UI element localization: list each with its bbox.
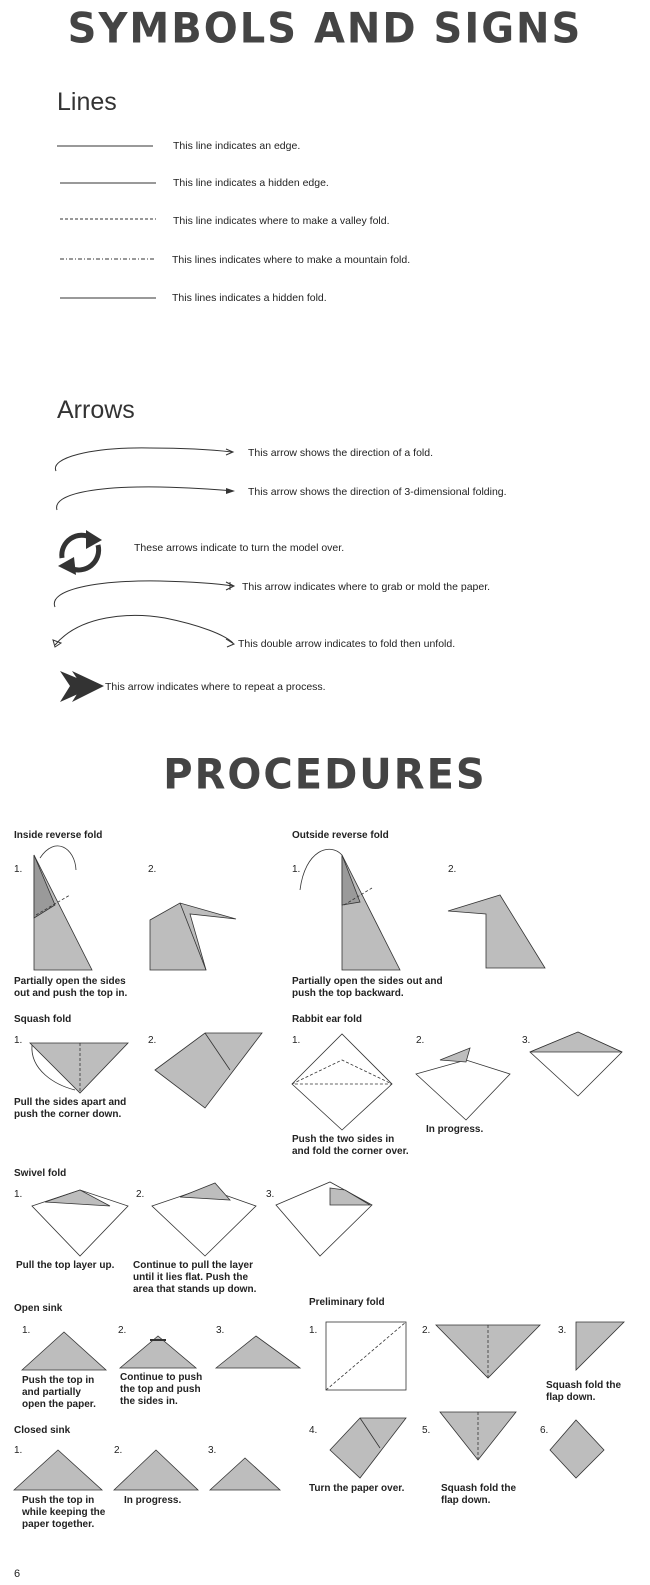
step-number: 2. [422,1325,431,1336]
step-number: 1. [14,864,23,875]
closed-sink-diagram-1 [14,1450,102,1490]
step-number: 5. [422,1425,431,1436]
preliminary-diagram-6 [550,1420,604,1478]
step-number: 2. [448,864,457,875]
inside-reverse-diagram-2 [150,903,236,970]
outside-reverse-title: Outside reverse fold [292,830,389,841]
swivel-caption-2: Continue to pull the layer until it lies flat. Push the area that stands up down. [133,1260,257,1295]
open-sink-caption: Push the top in and partially open the paper. [22,1375,96,1410]
preliminary-diagram-3 [576,1322,624,1370]
outside-reverse-caption: Partially open the sides out and push the top backward. [292,976,443,999]
line-desc-valley: This line indicates where to make a valley fold. [173,215,390,227]
line-desc-hidden-edge: This line indicates a hidden edge. [173,177,329,189]
step-number: 1. [292,1035,301,1046]
step-number: 3. [522,1035,531,1046]
preliminary-caption-5: Squash fold the flap down. [441,1483,516,1506]
squash-diagram-2 [155,1033,262,1108]
rabbit-ear-caption-2: In progress. [426,1124,484,1135]
open-sink-diagram-2 [120,1336,196,1368]
arrow-desc-repeat: This arrow indicates where to repeat a process. [105,681,326,693]
step-number: 4. [309,1425,318,1436]
rabbit-ear-title: Rabbit ear fold [292,1014,363,1025]
step-number: 1. [309,1325,318,1336]
step-number: 1. [14,1445,23,1456]
preliminary-caption-4: Turn the paper over. [309,1483,405,1494]
rabbit-ear-diagram-1 [292,1034,392,1130]
preliminary-title: Preliminary fold [309,1297,385,1308]
step-number: 1. [14,1035,23,1046]
swivel-caption: Pull the top layer up. [16,1260,115,1271]
rabbit-ear-caption: Push the two sides in and fold the corner over. [292,1134,409,1157]
step-number: 2. [136,1189,145,1200]
line-desc-edge: This line indicates an edge. [173,140,301,152]
step-number: 6. [540,1425,549,1436]
line-desc-mountain: This lines indicates where to make a mountain fold. [172,254,411,266]
lines-heading: Lines [57,88,117,116]
outside-reverse-diagram-2 [448,895,545,968]
step-number: 2. [114,1445,123,1456]
step-number: 3. [216,1325,225,1336]
swivel-diagram-1 [32,1190,128,1256]
arrow-desc-fold: This arrow shows the direction of a fold. [248,447,434,459]
arrows-heading: Arrows [57,396,135,424]
swivel-diagram-2 [152,1183,256,1256]
line-desc-hidden-fold: This lines indicates a hidden fold. [172,292,327,304]
preliminary-diagram-1 [326,1322,406,1390]
inside-reverse-caption: Partially open the sides out and push the top in. [14,976,128,999]
step-number: 3. [208,1445,217,1456]
arrow-desc-double: This double arrow indicates to fold then unfold. [238,638,456,650]
swivel-diagram-3 [276,1182,372,1256]
open-sink-diagram-3 [216,1336,300,1368]
inside-reverse-title: Inside reverse fold [14,830,103,841]
arrow-desc-turn: These arrows indicate to turn the model over. [134,542,345,554]
step-number: 2. [148,1035,157,1046]
closed-sink-caption: Push the top in while keeping the paper together. [22,1495,106,1530]
step-number: 1. [292,864,301,875]
open-sink-caption-2: Continue to push the top and push the sides in. [120,1372,203,1407]
inside-reverse-diagram-1 [34,846,92,970]
preliminary-diagram-4 [330,1418,406,1478]
step-number: 3. [266,1189,275,1200]
step-number: 2. [148,864,157,875]
arrow-desc-3d: This arrow shows the direction of 3-dimensional folding. [248,486,507,498]
open-sink-title: Open sink [14,1303,63,1314]
closed-sink-title: Closed sink [14,1425,71,1436]
closed-sink-caption-2: In progress. [124,1495,182,1506]
preliminary-diagram-2 [436,1325,540,1378]
preliminary-caption-3: Squash fold the flap down. [546,1380,621,1403]
page-number: 6 [14,1568,21,1580]
open-sink-diagram-1 [22,1332,106,1370]
swivel-title: Swivel fold [14,1168,67,1179]
step-number: 3. [558,1325,567,1336]
arrow-desc-grab: This arrow indicates where to grab or mold the paper. [242,581,491,593]
step-number: 2. [118,1325,127,1336]
squash-title: Squash fold [14,1014,72,1025]
squash-diagram-1 [30,1043,128,1093]
step-number: 2. [416,1035,425,1046]
step-number: 1. [22,1325,31,1336]
rabbit-ear-diagram-2 [416,1048,510,1120]
procedures-title: PROCEDURES [163,750,487,800]
closed-sink-diagram-2 [114,1450,198,1490]
squash-caption: Pull the sides apart and push the corner down. [14,1097,127,1120]
outside-reverse-diagram-1 [300,849,400,970]
step-number: 1. [14,1189,23,1200]
preliminary-diagram-5 [440,1412,516,1460]
rabbit-ear-diagram-3 [530,1032,622,1096]
page-title: SYMBOLS AND SIGNS [67,4,583,54]
closed-sink-diagram-3 [210,1458,280,1490]
